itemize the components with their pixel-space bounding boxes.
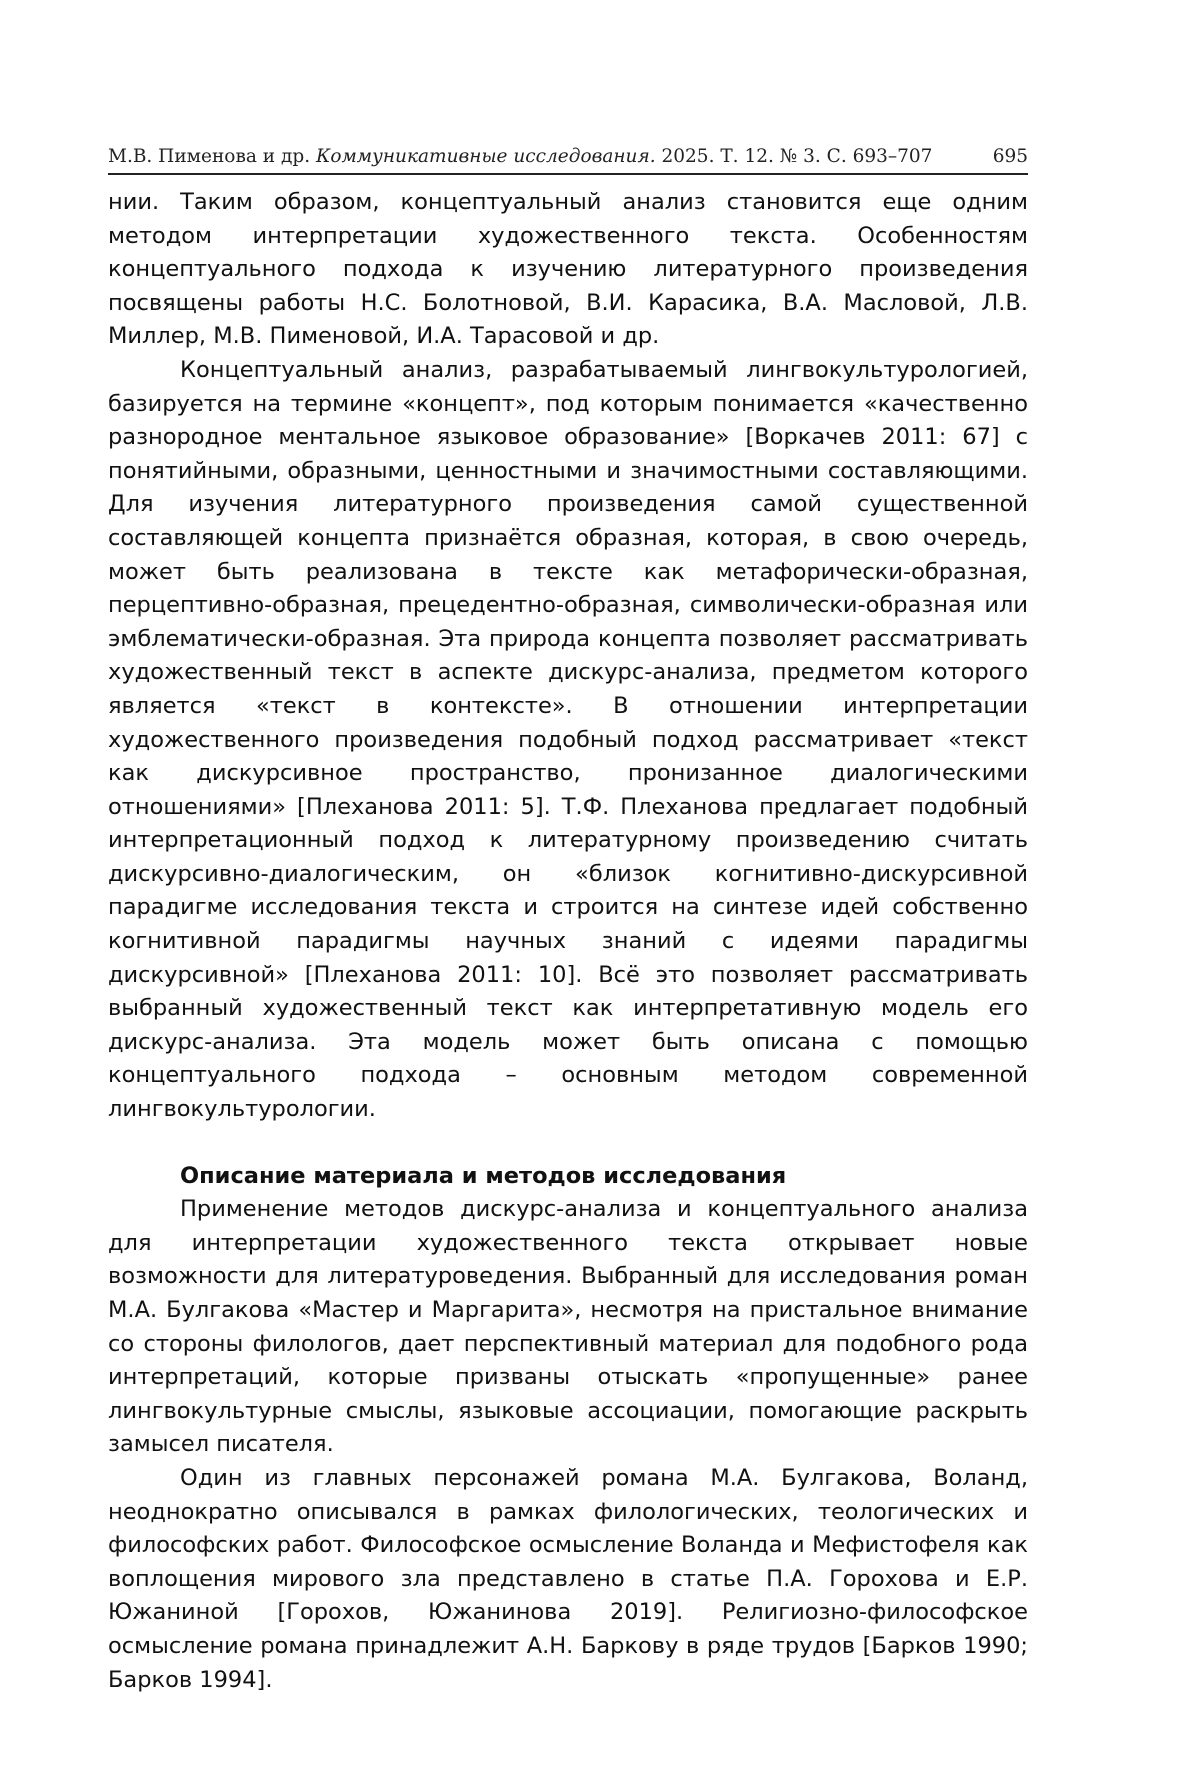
header-journal: Коммуникативные исследования. [316, 146, 656, 167]
paragraph: Применение методов дискурс-анализа и концептуального анализа для интерпретации художественного текста открывает новые возможности для литературоведения. Выбранный для исследования роман М.А. Булгакова «Мастер и Маргарита», несмотря на пристальное внимание со стороны филологов, дает перспективный материал для подобного рода интерпретаций, которые призваны отыскать «пропущенные» ранее лингвокультурные смыслы, языковые ассоциации, помогающие раскрыть замысел писателя. [108, 1196, 1028, 1458]
running-header [108, 143, 1028, 175]
article-body [108, 186, 1028, 1697]
page-number: 695 [992, 146, 1028, 167]
section-heading: Описание материала и методов исследования [180, 1162, 787, 1189]
paragraph: Концептуальный анализ, разрабатываемый лингвокультурологией, базируется на термине «концепт», под которым понимается «качественно разнородное ментальное языковое образование» [Воркачев 2011: 67] с понятийными, образными, ценностными и значимостными составляющими. Для изучения литературного произведения самой существенной составляющей концепта признаётся образная, которая, в свою очередь, может быть реализована в тексте как метафорически-образная, перцептивно-образная, прецедентно-образная, символически-образная или эмблематически-образная. Эта природа концепта позволяет рассматривать художественный текст в аспекте дискурс-анализа, предметом которого является «текст в контексте». В отношении интерпретации художественного произведения подобный подход рассматривает «текст как дискурсивное пространство, пронизанное диалогическими отношениями» [Плеханова 2011: 5]. Т.Ф. Плеханова предлагает подобный интерпретационный подход к литературному произведению считать дискурсивно-диалогическим, он «близок когнитивно-дискурсивной парадигме исследования текста и строится на синтезе идей собственно когнитивной парадигмы научных знаний с идеями парадигмы дискурсивной» [Плеханова 2011: 10]. Всё это позволяет рассматривать выбранный художественный текст как интерпретативную модель его дискурс-анализа. Эта модель может быть описана с помощью концептуального подхода – основным методом современной лингвокультурологии. [108, 356, 1028, 1123]
header-authors: М.В. Пименова и др. [108, 146, 311, 167]
paragraph: Один из главных персонажей романа М.А. Булгакова, Воланд, неоднократно описывался в рамках филологических, теологических и философских работ. Философское осмысление Воланда и Мефистофеля как воплощения мирового зла представлено в статье П.А. Горохова и Е.Р. Южаниной [Горохов, Южанинова 2019]. Религиозно-философское осмысление романа принадлежит А.Н. Баркову в ряде трудов [Барков 1990; Барков 1994]. [108, 1464, 1028, 1693]
paragraph-continuation: нии. Таким образом, концептуальный анализ становится еще одним методом интерпретации художественного текста. Особенностям концептуального подхода к изучению литературного произведения посвящены работы Н.С. Болотновой, В.И. Карасика, В.А. Масловой, Л.В. Миллер, М.В. Пименовой, И.А. Тарасовой и др. [108, 189, 1028, 350]
citation-line [108, 146, 932, 167]
header-issue: 2025. Т. 12. № 3. С. 693–707 [661, 146, 933, 167]
